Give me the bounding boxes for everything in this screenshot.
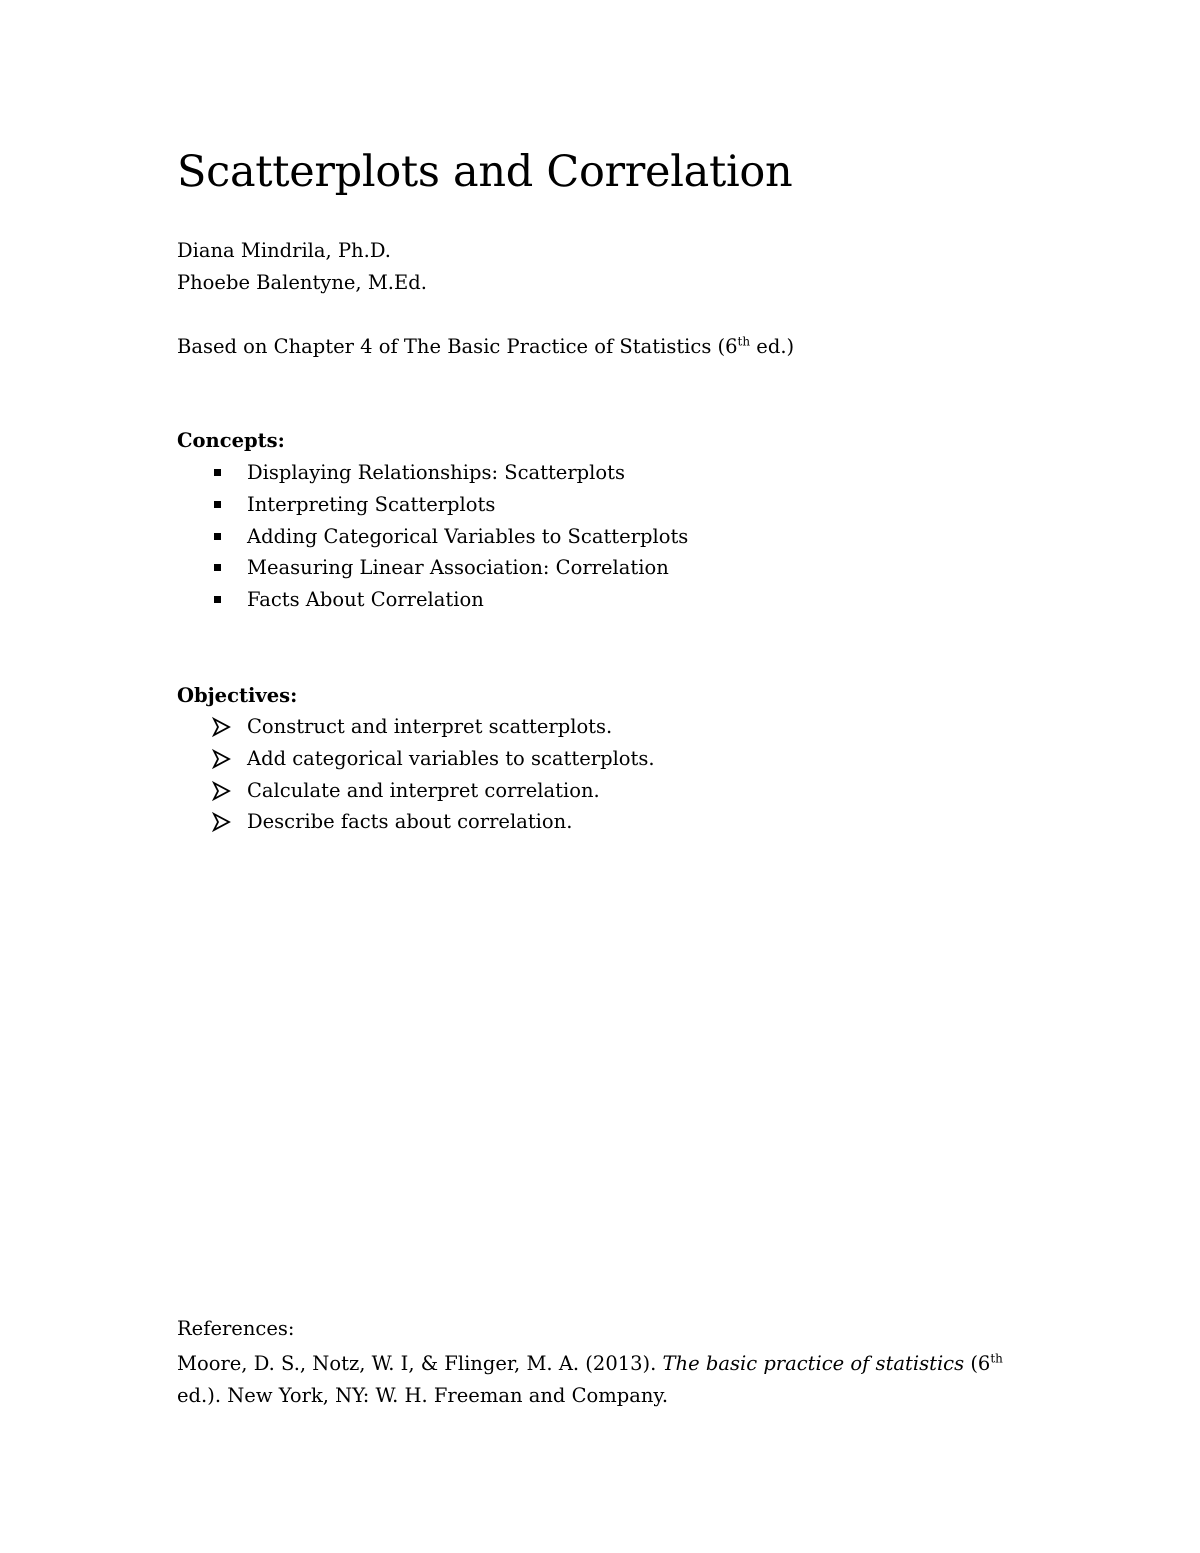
page-title: Scatterplots and Correlation	[177, 147, 793, 197]
square-bullet-icon	[214, 469, 221, 476]
reference-citation	[177, 1348, 1017, 1412]
based-on-line	[177, 334, 794, 360]
concept-item-text: Displaying Relationships: Scatterplots	[247, 461, 625, 484]
arrowhead-bullet-icon	[212, 811, 232, 833]
citation-authors: Moore, D. S., Notz, W. I, & Flinger, M. A. (2013).	[177, 1352, 663, 1375]
author-1: Diana Mindrila, Ph.D.	[177, 239, 391, 262]
citation-edition-prefix: (6	[964, 1352, 991, 1375]
square-bullet-icon	[214, 533, 221, 540]
square-bullet-icon	[214, 596, 221, 603]
concept-item-text: Measuring Linear Association: Correlation	[247, 556, 669, 580]
references-label: References:	[177, 1317, 295, 1340]
concept-item	[177, 492, 688, 524]
square-bullet-icon	[214, 564, 221, 571]
based-on-superscript: th	[737, 334, 751, 349]
concept-item	[177, 555, 688, 587]
objectives-list	[177, 714, 655, 841]
concept-item-text: Facts About Correlation	[247, 588, 484, 612]
objective-item	[177, 746, 655, 778]
concept-item	[177, 524, 688, 556]
concept-item-text: Interpreting Scatterplots	[247, 492, 496, 516]
citation-edition-sup: th	[990, 1351, 1003, 1366]
objective-item-text: Describe facts about correlation.	[247, 810, 573, 834]
concepts-heading: Concepts:	[177, 429, 285, 452]
arrowhead-bullet-icon	[212, 716, 232, 738]
objective-item-text: Construct and interpret scatterplots.	[247, 715, 613, 738]
objective-item	[177, 714, 655, 746]
arrowhead-bullet-icon	[212, 748, 232, 770]
square-bullet-icon	[214, 501, 221, 508]
concepts-list	[177, 460, 688, 619]
concept-item	[177, 587, 688, 619]
objective-item	[177, 778, 655, 810]
citation-title: The basic practice of statistics	[662, 1352, 965, 1375]
based-on-prefix: Based on Chapter 4 of The Basic Practice of Statistics (6	[177, 335, 738, 358]
objective-item-text: Calculate and interpret correlation.	[247, 778, 600, 802]
citation-rest: ed.). New York, NY: W. H. Freeman and Company.	[177, 1384, 669, 1407]
arrowhead-bullet-icon	[212, 780, 232, 802]
objective-item-text: Add categorical variables to scatterplots.	[247, 746, 655, 770]
objective-item	[177, 809, 655, 841]
concept-item-text: Adding Categorical Variables to Scatterplots	[247, 524, 689, 548]
author-2: Phoebe Balentyne, M.Ed.	[177, 271, 427, 294]
based-on-suffix: ed.)	[750, 335, 795, 358]
objectives-heading: Objectives:	[177, 684, 298, 707]
concept-item	[177, 460, 688, 492]
